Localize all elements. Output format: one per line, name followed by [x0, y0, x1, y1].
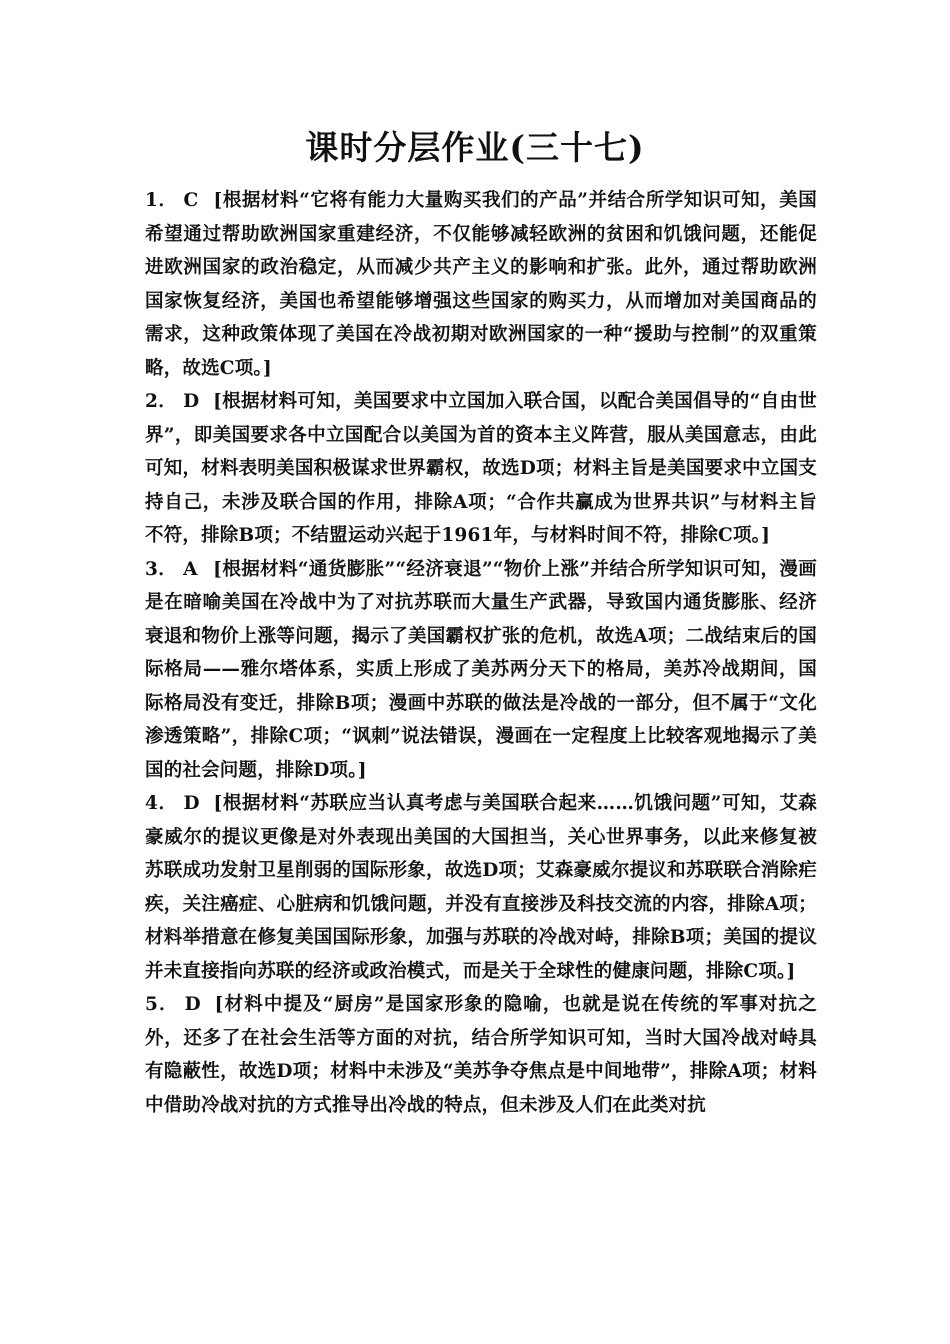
- answer-list: [145, 184, 817, 1122]
- answer-choice: A: [183, 558, 198, 580]
- answer-number: 2．: [145, 391, 178, 412]
- answer-explanation: [根据材料“通货膨胀”“经济衰退”“物价上涨”并结合所学知识可知，漫画是在暗喻美国在冷战中为了对抗苏联而大量生产武器，导致国内通货膨胀、经济衰退和物价上涨等问题，揭示了美国霸权扩张的危机，故选A项；二战结束后的国际格局——雅尔塔体系，实质上形成了美苏两分天下的格局，美苏冷战期间，国际格局没有变迁，排除B项；漫画中苏联的做法是冷战的一部分，但不属于“文化渗透策略”，排除C项；“讽刺”说法错误，漫画在一定程度上比较客观地揭示了美国的社会问题，排除D项。]: [145, 558, 817, 781]
- answer-explanation: [根据材料可知，美国要求中立国加入联合国，以配合美国倡导的“自由世界”，即美国要求各中立国配合以美国为首的资本主义阵营，服从美国意志，由此可知，材料表明美国积极谋求世界霸权，故选D项；材料主旨是美国要求中立国支持自己，未涉及联合国的作用，排除A项；“合作共赢成为世界共识”与材料主旨不符，排除B项；不结盟运动兴起于1961年，与材料时间不符，排除C项。]: [145, 391, 818, 546]
- answer-item-3: [145, 553, 817, 788]
- answer-item-1: [145, 184, 817, 385]
- answer-item-5: [145, 988, 817, 1122]
- answer-item-4: [145, 787, 817, 988]
- answer-choice: D: [183, 793, 200, 814]
- answer-explanation: [根据材料“苏联应当认真考虑与美国联合起来……饥饿问题”可知，艾森豪威尔的提议更像是对外表现出美国的大国担当，关心世界事务，以此来修复被苏联成功发射卫星削弱的国际形象，故选D项；艾森豪威尔提议和苏联联合消除疟疾，关注癌症、心脏病和饥饿问题，并没有直接涉及科技交流的内容，排除A项；材料举措意在修复美国国际形象，加强与苏联的冷战对峙，排除B项；美国的提议并未直接指向苏联的经济或政治模式，而是关于全球性的健康问题，排除C项。]: [145, 793, 818, 982]
- answer-number: 3．: [145, 558, 178, 580]
- answer-item-2: [145, 385, 817, 553]
- answer-number: 1．: [145, 190, 178, 211]
- page-title: 课时分层作业(三十七): [305, 128, 645, 167]
- answer-explanation: [根据材料“它将有能力大量购买我们的产品”并结合所学知识可知，美国希望通过帮助欧洲国家重建经济，不仅能够减轻欧洲的贫困和饥饿问题，还能促进欧洲国家的政治稳定，从而减少共产主义的影响和扩张。此外，通过帮助欧洲国家恢复经济，美国也希望能够增强这些国家的购买力，从而增加对美国商品的需求，这种政策体现了美国在冷战初期对欧洲国家的一种“援助与控制”的双重策略，故选C项。]: [145, 190, 817, 379]
- answer-choice: D: [184, 994, 201, 1015]
- answer-choice: C: [183, 190, 199, 211]
- answer-choice: D: [183, 391, 200, 412]
- answer-number: 4．: [145, 793, 178, 814]
- answer-number: 5．: [145, 994, 179, 1015]
- answer-explanation: [材料中提及“厨房”是国家形象的隐喻，也就是说在传统的军事对抗之外，还多了在社会生活等方面的对抗，结合所学知识可知，当时大国冷战对峙具有隐蔽性，故选D项；材料中未涉及“美苏争夺焦点是中间地带”，排除A项；材料中借助冷战对抗的方式推导出冷战的特点，但未涉及人们在此类对抗: [145, 994, 817, 1116]
